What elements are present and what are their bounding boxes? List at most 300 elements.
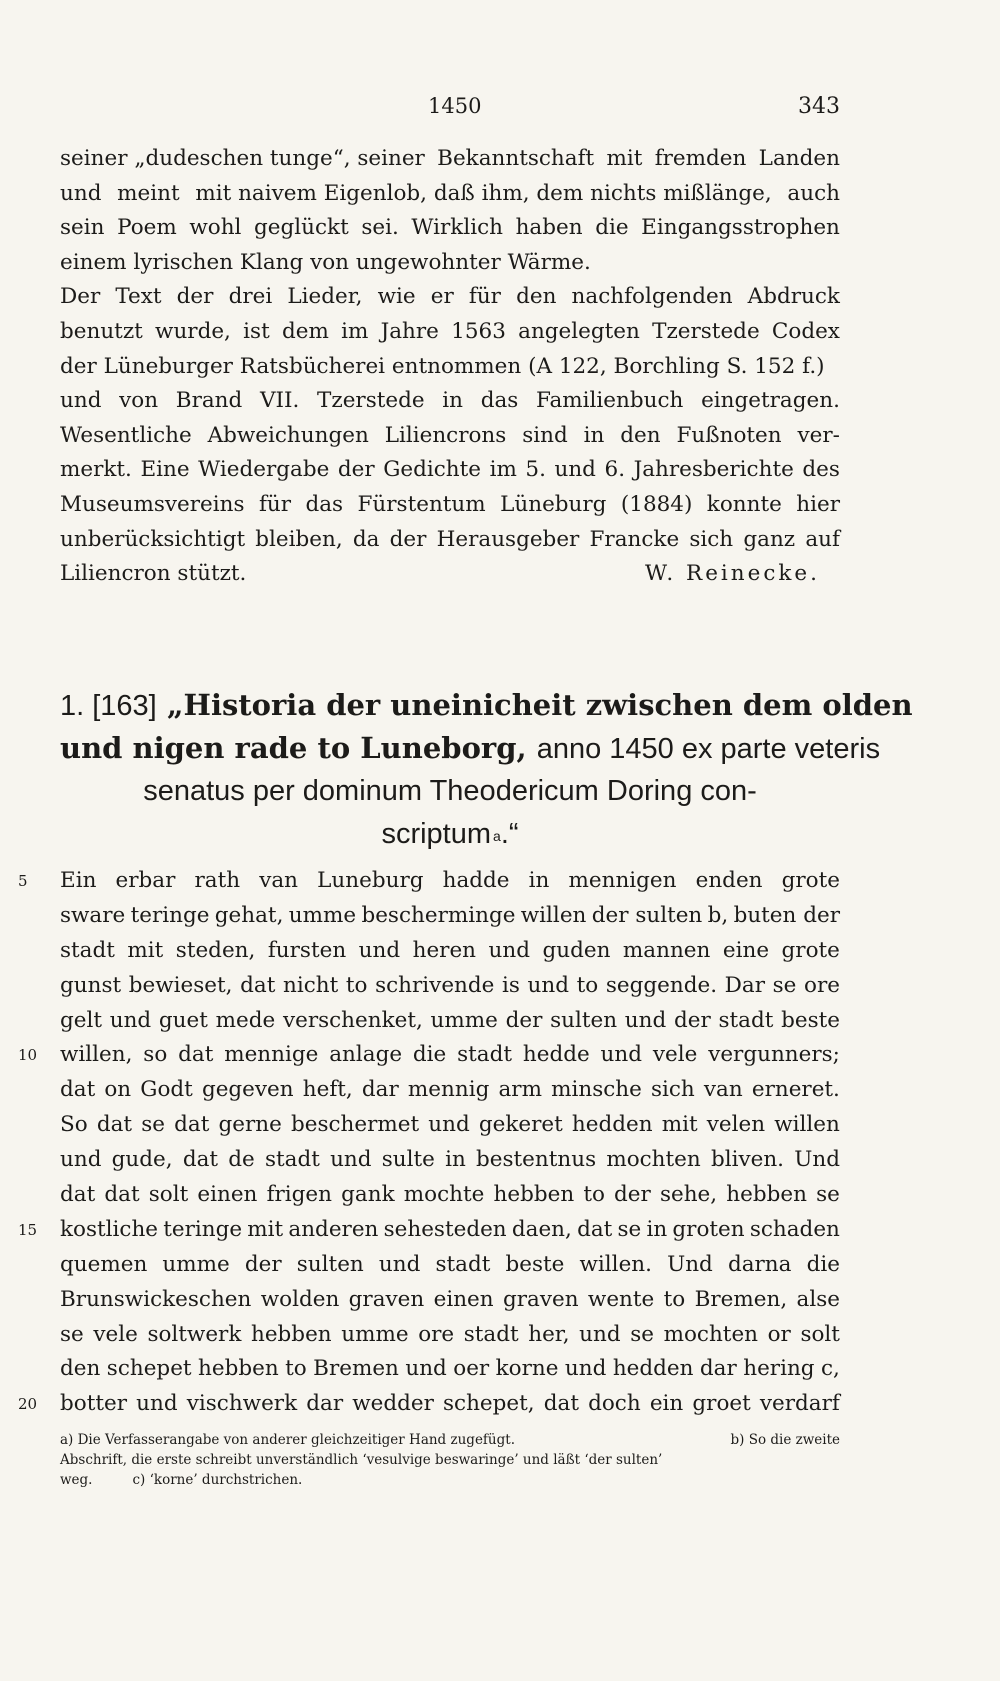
word: den	[516, 284, 557, 310]
word: sware	[60, 902, 126, 928]
word: in	[442, 388, 464, 414]
intro-line	[60, 384, 840, 419]
line-number: 10	[18, 1046, 38, 1065]
word: so	[143, 1042, 168, 1068]
word: wie	[377, 284, 416, 310]
word: und	[60, 388, 102, 414]
word: hedde	[522, 1042, 590, 1068]
word: Eine	[140, 457, 190, 483]
word: die	[412, 1042, 447, 1068]
word: Bekanntschaft	[437, 146, 595, 171]
word: dat	[60, 1077, 96, 1103]
word: Codex	[771, 318, 840, 344]
word: mennig	[407, 1077, 490, 1103]
word: gunst	[60, 972, 122, 998]
word: Und	[794, 1147, 840, 1173]
word: umme	[341, 1321, 409, 1347]
word: hadde	[442, 868, 510, 893]
word: Jahre	[380, 318, 439, 344]
word: hedden	[571, 1112, 653, 1138]
word: das	[480, 388, 519, 414]
word: mochte	[403, 1182, 485, 1208]
word: umme	[430, 1007, 498, 1033]
word: on	[104, 1077, 132, 1103]
word: geglückt	[254, 215, 349, 241]
word: frigen	[266, 1182, 333, 1208]
word: groten	[672, 1216, 745, 1242]
intro-line	[60, 177, 840, 212]
footnote-text: c) ‘korne’ durchstrichen.	[132, 1472, 303, 1488]
footnote-text: Abschrift, die erste schreibt unverständlich ‘vesulvige beswaringe’ und läßt ‘der sulten’	[60, 1452, 663, 1468]
word: Familienbuch	[536, 388, 684, 414]
word: wente	[587, 1286, 655, 1312]
word: her,	[528, 1321, 570, 1347]
word: der	[389, 526, 427, 552]
title-text-2-de: und nigen rade to Luneborg,	[60, 731, 527, 765]
word: dat	[174, 1112, 210, 1138]
word: ore	[418, 1321, 455, 1347]
word: stadt	[60, 937, 115, 963]
word: graven	[348, 1286, 425, 1312]
poem-title	[60, 684, 913, 856]
word: dat	[182, 1147, 219, 1173]
word: ganz	[743, 526, 796, 552]
word: schepet,	[443, 1391, 535, 1417]
footnote-line	[60, 1450, 840, 1470]
word: Wesentliche	[60, 422, 192, 448]
word: darna	[727, 1251, 792, 1277]
word: Bremen	[313, 1356, 399, 1382]
word: rath	[194, 868, 241, 893]
footnote-text: weg.	[60, 1472, 93, 1488]
word: eine	[722, 937, 770, 963]
word: arm	[498, 1077, 542, 1103]
word: hering	[743, 1356, 815, 1382]
word: 6.	[604, 457, 626, 483]
word: schaden	[749, 1216, 840, 1242]
text-line	[18, 1038, 840, 1073]
word: der	[176, 284, 214, 310]
word: vele	[93, 1321, 138, 1347]
word: b,	[707, 902, 729, 928]
word: se	[772, 972, 797, 998]
word: nachfolgenden	[571, 284, 733, 310]
intro-line	[60, 350, 840, 385]
intro-line	[60, 246, 840, 281]
word: velen	[706, 1112, 766, 1138]
word: Wiedergabe	[198, 457, 330, 483]
word: den	[60, 1356, 101, 1382]
word: mochten	[606, 1147, 701, 1173]
word: im	[489, 457, 517, 483]
word: wurde,	[155, 318, 231, 344]
word: to	[663, 1286, 686, 1312]
word: da	[352, 526, 380, 552]
word: willen	[520, 902, 587, 928]
word: sehe,	[659, 1182, 718, 1208]
word: daen,	[511, 1216, 572, 1242]
word: des	[802, 457, 840, 483]
word: hedden	[612, 1356, 694, 1382]
word: sich	[650, 1077, 695, 1103]
title-line-1	[60, 684, 913, 727]
word: wolden	[260, 1286, 340, 1312]
title-line-3: senatus per dominum Theodericum Doring con-	[143, 775, 757, 807]
word: heft,	[302, 1077, 353, 1103]
word: soltwerk	[147, 1321, 242, 1347]
header-year: 1450	[428, 94, 482, 118]
word: in	[646, 1216, 668, 1242]
word: ver-	[797, 422, 840, 448]
word: bestentnus	[476, 1147, 597, 1173]
word: schrivende	[375, 972, 495, 998]
text-line	[60, 1004, 840, 1039]
word: Abweichungen	[207, 422, 369, 448]
text-line	[60, 1318, 840, 1353]
word: dat	[96, 1112, 133, 1138]
word: graven	[502, 1286, 579, 1312]
word: benutzt	[60, 318, 143, 344]
word: kostliche	[60, 1216, 159, 1242]
word: to	[576, 972, 599, 998]
word: umme	[162, 1251, 230, 1277]
footnote-marker-a: a	[493, 828, 501, 844]
word: umme	[288, 902, 357, 928]
word: grote	[781, 937, 840, 963]
title-line-4	[60, 813, 840, 856]
word: der	[244, 1251, 282, 1277]
word: Brand	[175, 388, 243, 414]
word: anlage	[329, 1042, 403, 1068]
intro-line	[60, 211, 840, 246]
word: mit	[606, 146, 643, 171]
text-line	[60, 899, 840, 934]
word: dat	[543, 1391, 579, 1417]
word: sulte	[381, 1147, 435, 1173]
word: Landen	[758, 146, 840, 171]
word: die	[595, 215, 629, 241]
word: schepet	[106, 1356, 192, 1382]
intro-line	[60, 142, 840, 177]
text-line	[60, 1352, 840, 1387]
word: Gedichte	[383, 457, 482, 483]
word: sein	[60, 215, 105, 241]
word: heren	[412, 937, 477, 963]
word: haben	[515, 215, 583, 241]
word: Dar	[724, 972, 766, 998]
word: gekeret	[478, 1112, 563, 1138]
word: erneret.	[751, 1077, 840, 1103]
word: meint	[117, 180, 180, 206]
text-line	[60, 969, 840, 1004]
word: willen,	[60, 1042, 133, 1068]
word: erbar	[115, 868, 176, 893]
word: Brunswickeschen	[60, 1286, 252, 1312]
word: in	[528, 868, 550, 893]
poem-text	[18, 864, 840, 1422]
word: und	[527, 972, 570, 998]
intro-line	[60, 523, 840, 558]
word: stadt	[718, 1007, 774, 1033]
word: solt	[800, 1321, 840, 1347]
word: groet	[692, 1391, 751, 1417]
word: fremden	[654, 146, 747, 171]
title-text-1: „Historia der uneinicheit zwischen dem olden	[166, 688, 913, 722]
word: willen	[774, 1112, 840, 1138]
text-line	[60, 1143, 840, 1178]
text-line	[18, 864, 840, 899]
word: gerne	[218, 1112, 282, 1138]
word: teringe	[163, 1216, 243, 1242]
word: mennige	[224, 1042, 319, 1068]
intro-line	[60, 488, 840, 523]
word: solt	[148, 1182, 189, 1208]
word: mochten	[663, 1321, 759, 1347]
title-line-2	[60, 727, 881, 770]
word: vele	[652, 1042, 698, 1068]
word: to	[285, 1356, 307, 1382]
word: in	[583, 422, 605, 448]
word: mennigen	[568, 868, 677, 893]
word: und	[358, 937, 401, 963]
word: der Lüneburger Ratsbücherei entnommen (A 122, Borchling S. 152 f.)	[60, 353, 825, 379]
word: alse	[796, 1286, 840, 1312]
word: Museumsvereins	[60, 491, 245, 517]
word: or	[767, 1321, 791, 1347]
title-number: 1. [163]	[60, 690, 157, 722]
word: botter	[60, 1391, 127, 1417]
word: dat	[60, 1182, 96, 1208]
word: stadt	[264, 1147, 320, 1173]
word: und	[109, 1007, 152, 1033]
word: und	[488, 937, 530, 963]
text-line	[60, 1108, 840, 1143]
word: Abdruck	[747, 284, 840, 310]
word: Tzerstede	[652, 318, 760, 344]
word: ist	[243, 318, 270, 344]
word: Fürstentum	[357, 491, 486, 517]
text-line	[18, 1213, 840, 1248]
word: gelt	[60, 1007, 103, 1033]
word: einem lyrischen Klang von ungewohnter Wärme.	[60, 249, 591, 275]
word: guden	[542, 937, 611, 963]
word: eingetragen.	[701, 388, 840, 414]
word: stadt	[457, 1042, 513, 1068]
title-close: .“	[500, 818, 519, 850]
word: willen.	[579, 1251, 652, 1277]
word: grote	[781, 868, 840, 893]
word: dar	[361, 1077, 399, 1103]
word: Wirklich	[411, 215, 503, 241]
word: Der	[60, 284, 101, 310]
word: mit	[247, 1216, 284, 1242]
word: für	[468, 284, 501, 310]
word: der	[673, 1007, 711, 1033]
word: dat	[104, 1182, 140, 1208]
word: dem	[281, 318, 329, 344]
word: quemen	[60, 1251, 148, 1277]
word: minsche	[551, 1077, 642, 1103]
intro-line	[60, 453, 840, 488]
word: to	[583, 1182, 605, 1208]
word: dar	[699, 1356, 737, 1382]
word: anderen	[288, 1216, 379, 1242]
word: c,	[821, 1356, 840, 1382]
word: 5.	[525, 457, 546, 483]
text-line	[60, 1283, 840, 1318]
text-line	[18, 1387, 840, 1422]
word: sehesteden	[383, 1216, 507, 1242]
word: enden	[695, 868, 763, 893]
word: VII.	[259, 388, 300, 414]
word: von	[119, 388, 159, 414]
word: unberücksichtigt	[60, 526, 246, 552]
intro-line	[60, 280, 840, 315]
word: auch	[787, 180, 840, 206]
intro-line	[60, 419, 840, 454]
word: guet	[158, 1007, 208, 1033]
word: gehat,	[214, 902, 284, 928]
word: Fußnoten	[676, 422, 782, 448]
word: ein	[649, 1391, 684, 1417]
word: mannen	[622, 937, 711, 963]
word: Jahresberichte	[633, 457, 794, 483]
word: Bremen,	[694, 1286, 788, 1312]
word: beste	[781, 1007, 840, 1033]
word: und	[428, 1112, 470, 1138]
footnotes	[60, 1430, 840, 1490]
word: hebben	[493, 1182, 575, 1208]
word: und	[624, 1007, 667, 1033]
footnote-text: b) So die zweite	[730, 1432, 840, 1448]
word: gank	[341, 1182, 395, 1208]
word: Eingangsstrophen	[641, 215, 840, 241]
word: und	[330, 1147, 372, 1173]
footnote-text: a) Die Verfasserangabe von anderer gleichzeitiger Hand zugefügt.	[60, 1432, 515, 1448]
text-line	[60, 1178, 840, 1213]
word: angelegten	[518, 318, 640, 344]
word: und	[136, 1391, 178, 1417]
word: mit	[661, 1112, 698, 1138]
intro-line-signature	[60, 557, 840, 592]
intro-last-text: Liliencron stützt.	[60, 561, 247, 587]
word: dar	[306, 1391, 344, 1417]
text-line	[60, 1073, 840, 1108]
word: und	[600, 1042, 643, 1068]
word: Text	[115, 284, 162, 310]
word: dat	[240, 972, 276, 998]
word: is	[502, 972, 520, 998]
word: to	[345, 972, 368, 998]
intro-paragraphs	[60, 142, 840, 592]
word: einen	[433, 1286, 494, 1312]
word: hebben	[726, 1182, 807, 1208]
word: Und	[667, 1251, 713, 1277]
word: bleiben,	[255, 526, 343, 552]
word: sei.	[361, 215, 399, 241]
word: korne	[495, 1356, 559, 1382]
word: (1884)	[620, 491, 693, 517]
footnote-line	[60, 1470, 840, 1490]
signature: W. Reinecke.	[645, 561, 820, 587]
word: gegeven	[201, 1077, 294, 1103]
word: Francke	[589, 526, 680, 552]
line-number: 5	[18, 872, 28, 890]
line-number: 15	[18, 1220, 38, 1239]
title-text-2-lat: anno 1450 ex parte veteris	[536, 733, 881, 765]
word: merkt.	[60, 457, 132, 483]
title-text-4: scriptum	[381, 818, 492, 850]
word: se	[816, 1182, 840, 1208]
word: stadt	[435, 1251, 491, 1277]
word: Lieder,	[287, 284, 363, 310]
intro-line	[60, 315, 840, 350]
word: se	[141, 1112, 165, 1138]
word: nicht	[282, 972, 339, 998]
word: mit	[127, 937, 164, 963]
word: für	[258, 491, 292, 517]
word: und	[579, 1321, 621, 1347]
word: beschermet	[290, 1112, 420, 1138]
word: einen	[197, 1182, 258, 1208]
word: und	[554, 457, 596, 483]
word: vergunners;	[708, 1042, 840, 1068]
word: stadt	[463, 1321, 519, 1347]
word: Godt	[140, 1077, 193, 1103]
word: verdarf	[759, 1391, 840, 1417]
word: im	[341, 318, 369, 344]
text-line	[60, 1248, 840, 1283]
word: buten der	[733, 902, 840, 928]
word: teringe	[130, 902, 210, 928]
word: Lüneburg	[500, 491, 607, 517]
word: und	[60, 180, 102, 206]
word: ore	[804, 972, 840, 998]
word: das	[305, 491, 344, 517]
word: und	[405, 1356, 447, 1382]
word: die	[806, 1251, 840, 1277]
word: doch	[588, 1391, 641, 1417]
word: der	[337, 457, 375, 483]
word: beste	[505, 1251, 565, 1277]
word: in	[445, 1147, 466, 1173]
word: bewieset,	[128, 972, 233, 998]
word: der sulten	[591, 902, 703, 928]
word: bliven.	[710, 1147, 785, 1173]
word: So	[60, 1112, 88, 1138]
word: steden,	[175, 937, 256, 963]
word: Herausgeber	[436, 526, 580, 552]
word: bescherminge	[361, 902, 516, 928]
word: oer	[453, 1356, 490, 1382]
word: und	[60, 1147, 102, 1173]
word: van	[259, 868, 299, 893]
word: sich	[689, 526, 734, 552]
word: der	[614, 1182, 651, 1208]
word: se	[617, 1216, 642, 1242]
word: wohl	[189, 215, 242, 241]
word: konnte	[706, 491, 782, 517]
word: wedder	[352, 1391, 434, 1417]
word: und	[564, 1356, 607, 1382]
word: gude,	[111, 1147, 173, 1173]
word: vischwerk	[186, 1391, 298, 1417]
word: der	[505, 1007, 543, 1033]
word: mit naivem Eigenlob, daß ihm, dem nichts mißlänge,	[195, 180, 772, 206]
word: dat	[577, 1216, 613, 1242]
word: Liliencrons	[384, 422, 507, 448]
word: seiner „dudeschen tunge“, seiner	[60, 146, 425, 171]
